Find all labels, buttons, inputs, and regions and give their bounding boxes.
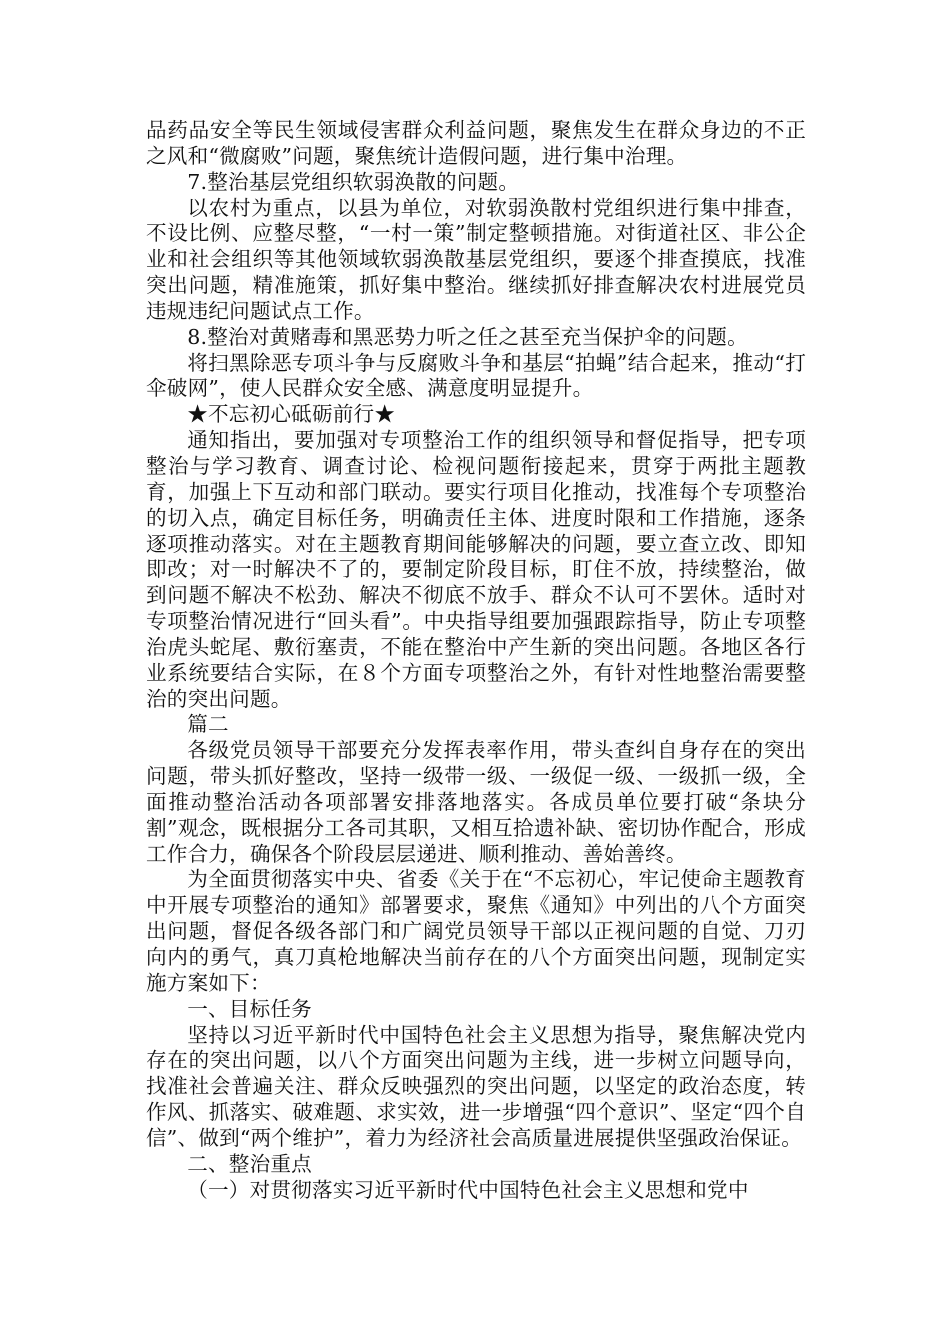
section-title-star: ★不忘初心砥砺前行★ xyxy=(187,402,396,427)
paragraph-item-8: 将扫黑除恶专项斗争与反腐败斗争和基层“拍蝇”结合起来，推动“打伞破网”，使人民群众安全感、满意度明显提升。 xyxy=(146,350,806,401)
heading-key-points: 二、整治重点 xyxy=(187,1151,312,1176)
paragraph-notice: 通知指出，要加强对专项整治工作的组织领导和督促指导，把专项整治与学习教育、调查讨论、检视问题衔接起来，贯穿于两批主题教育，加强上下互动和部门联动。要实行项目化推动，找准每个专项整治的切入点，确定目标任务，明确责任主体、进度时限和工作措施，逐条逐项推动落实。对在主题教育期间能够解决的问题，要立查立改、即知即改；对一时解决不了的，要制定阶段目标，盯住不放，持续整治，做到问题不解决不松劲、解决不彻底不放手、群众不认可不罢休。适时对专项整治情况进行“回头看”。中央指导组要加强跟踪指导，防止专项整治虎头蛇尾、敷衍塞责，不能在整治中产生新的突出问题。各地区各行业系统要结合实际，在８个方面专项整治之外，有针对性地整治需要整治的突出问题。 xyxy=(146,428,806,711)
paragraph-leaders: 各级党员领导干部要充分发挥表率作用，带头查纠自身存在的突出问题，带头抓好整改，坚持一级带一级、一级促一级、一级抓一级，全面推动整治活动各项部署安排落地落实。各成员单位要打破“条块分割”观念，既根据分工各司其职，又相互拾遗补缺、密切协作配合，形成工作合力，确保各个阶段层层递进、顺利推动、善始善终。 xyxy=(146,738,806,866)
section-title-part-two: 篇二 xyxy=(187,712,229,737)
paragraph-goals: 坚持以习近平新时代中国特色社会主义思想为指导，聚焦解决党内存在的突出问题，以八个方面突出问题为主线，进一步树立问题导向，找准社会普遍关注、群众反映强烈的突出问题，以坚定的政治态度，转作风、抓落实、破难题、求实效，进一步增强“四个意识”、坚定“四个自信”、做到“两个维护”，着力为经济社会高质量进展提供坚强政治保证。 xyxy=(146,1022,806,1150)
document-body xyxy=(146,118,806,1203)
heading-goals: 一、目标任务 xyxy=(187,996,312,1021)
paragraph-item-7: 以农村为重点，以县为单位，对软弱涣散村党组织进行集中排查，不设比例、应整尽整，“一村一策”制定整顿措施。对街道社区、非公企业和社会组织等其他领域软弱涣散基层党组织，要逐个排查摸底，找准突出问题，精准施策，抓好集中整治。继续抓好排查解决农村进展党员违规违纪问题试点工作。 xyxy=(146,195,806,323)
heading-item-8: 8.整治对黄赌毒和黑恶势力听之任之甚至充当保护伞的问题。 xyxy=(187,324,748,349)
paragraph-implementation: 为全面贯彻落实中央、省委《关于在“不忘初心，牢记使命主题教育中开展专项整治的通知》部署要求，聚焦《通知》中列出的八个方面突出问题，督促各级各部门和广阔党员领导干部以正视问题的自觉、刀刃向内的勇气，真刀真枪地解决当前存在的八个方面突出问题，现制定实施方案如下： xyxy=(146,867,806,995)
paragraph-key-point-1: （一）对贯彻落实习近平新时代中国特色社会主义思想和党中 xyxy=(187,1177,749,1202)
paragraph-continued: 品药品安全等民生领域侵害群众利益问题，聚焦发生在群众身边的不正之风和“微腐败”问题，聚焦统计造假问题，进行集中治理。 xyxy=(146,118,806,168)
heading-item-7: 7.整治基层党组织软弱涣散的问题。 xyxy=(187,169,520,194)
